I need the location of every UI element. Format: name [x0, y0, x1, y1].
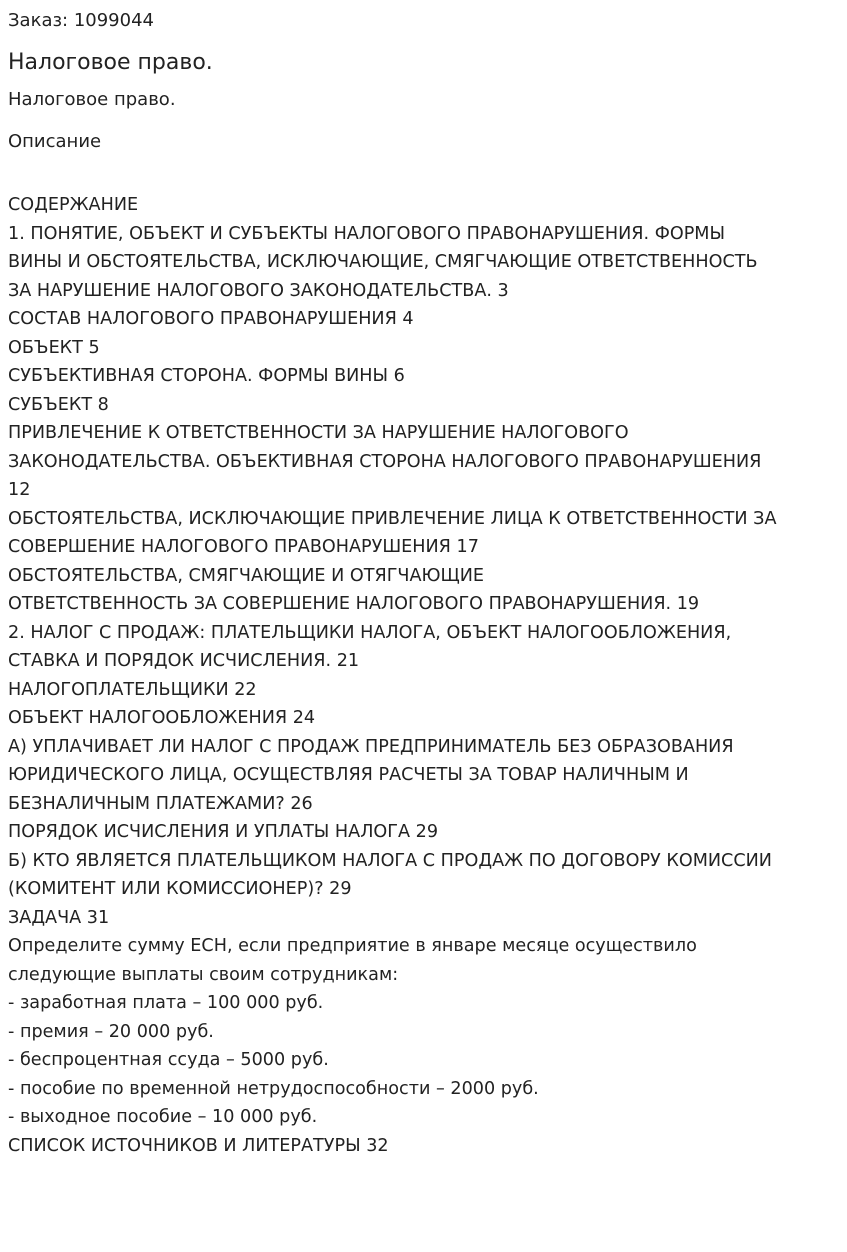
toc-item: СУБЪЕКТИВНАЯ СТОРОНА. ФОРМЫ ВИНЫ 6: [8, 366, 405, 386]
toc-item: СПИСОК ИСТОЧНИКОВ И ЛИТЕРАТУРЫ 32: [8, 1135, 389, 1156]
page-title: Налоговое право.: [8, 50, 213, 75]
toc-item: ОБСТОЯТЕЛЬСТВА, ИСКЛЮЧАЮЩИЕ ПРИВЛЕЧЕНИЕ ЛИЦА К ОТВЕТСТВЕННОСТИ ЗА СОВЕРШЕНИЕ НАЛОГОВОГО ПРАВОНАРУШЕНИЯ 17: [8, 508, 777, 557]
task-payment-item: - пособие по временной нетрудоспособности – 2000 руб.: [8, 1078, 539, 1099]
toc-item: Б) КТО ЯВЛЯЕТСЯ ПЛАТЕЛЬЩИКОМ НАЛОГА С ПРОДАЖ ПО ДОГОВОРУ КОМИССИИ (КОМИТЕНТ ИЛИ КОМИССИОНЕР)? 29: [8, 850, 772, 899]
task-payment-item: - выходное пособие – 10 000 руб.: [8, 1107, 318, 1127]
toc-item: 2. НАЛОГ С ПРОДАЖ: ПЛАТЕЛЬЩИКИ НАЛОГА, ОБЪЕКТ НАЛОГООБЛОЖЕНИЯ, СТАВКА И ПОРЯДОК ИСЧИСЛЕНИЯ. 21: [8, 622, 732, 671]
toc-item: ОБЪЕКТ 5: [8, 337, 100, 358]
description-label: Описание: [8, 131, 102, 152]
toc-item: А) УПЛАЧИВАЕТ ЛИ НАЛОГ С ПРОДАЖ ПРЕДПРИНИМАТЕЛЬ БЕЗ ОБРАЗОВАНИЯ ЮРИДИЧЕСКОГО ЛИЦА, ОСУЩЕСТВЛЯЯ РАСЧЕТЫ ЗА ТОВАР НАЛИЧНЫМ И БЕЗНАЛИЧНЫМ ПЛАТЕЖАМИ? 26: [8, 736, 734, 814]
toc-item: ОБЪЕКТ НАЛОГООБЛОЖЕНИЯ 24: [8, 708, 316, 728]
task-text: Определите сумму ЕСН, если предприятие в январе месяце осуществило следующие выплаты своим сотрудникам:: [8, 936, 697, 985]
table-of-contents: [8, 191, 843, 1160]
toc-item: ЗАДАЧА 31: [8, 907, 110, 928]
toc-heading: СОДЕРЖАНИЕ: [8, 195, 139, 215]
toc-item: 1. ПОНЯТИЕ, ОБЪЕКТ И СУБЪЕКТЫ НАЛОГОВОГО ПРАВОНАРУШЕНИЯ. ФОРМЫ ВИНЫ И ОБСТОЯТЕЛЬСТВА, ИСКЛЮЧАЮЩИЕ, СМЯГЧАЮЩИЕ ОТВЕТСТВЕННОСТЬ ЗА НАРУШЕНИЕ НАЛОГОВОГО ЗАКОНОДАТЕЛЬСТВА. 3: [8, 223, 758, 301]
task-payment-item: - премия – 20 000 руб.: [8, 1021, 214, 1042]
page-subtitle: Налоговое право.: [8, 89, 176, 110]
task-payment-item: - беспроцентная ссуда – 5000 руб.: [8, 1050, 329, 1070]
toc-item: СУБЪЕКТ 8: [8, 394, 109, 415]
toc-item: ОБСТОЯТЕЛЬСТВА, СМЯГЧАЮЩИЕ И ОТЯГЧАЮЩИЕ ОТВЕТСТВЕННОСТЬ ЗА СОВЕРШЕНИЕ НАЛОГОВОГО ПРАВОНАРУШЕНИЯ. 19: [8, 565, 700, 614]
toc-item: ПРИВЛЕЧЕНИЕ К ОТВЕТСТВЕННОСТИ ЗА НАРУШЕНИЕ НАЛОГОВОГО ЗАКОНОДАТЕЛЬСТВА. ОБЪЕКТИВНАЯ СТОРОНА НАЛОГОВОГО ПРАВОНАРУШЕНИЯ 12: [8, 423, 762, 500]
toc-item: ПОРЯДОК ИСЧИСЛЕНИЯ И УПЛАТЫ НАЛОГА 29: [8, 822, 439, 842]
toc-item: СОСТАВ НАЛОГОВОГО ПРАВОНАРУШЕНИЯ 4: [8, 309, 414, 329]
order-number: Заказ: 1099044: [8, 10, 154, 31]
task-payment-item: - заработная плата – 100 000 руб.: [8, 993, 324, 1013]
toc-item: НАЛОГОПЛАТЕЛЬЩИКИ 22: [8, 679, 257, 700]
